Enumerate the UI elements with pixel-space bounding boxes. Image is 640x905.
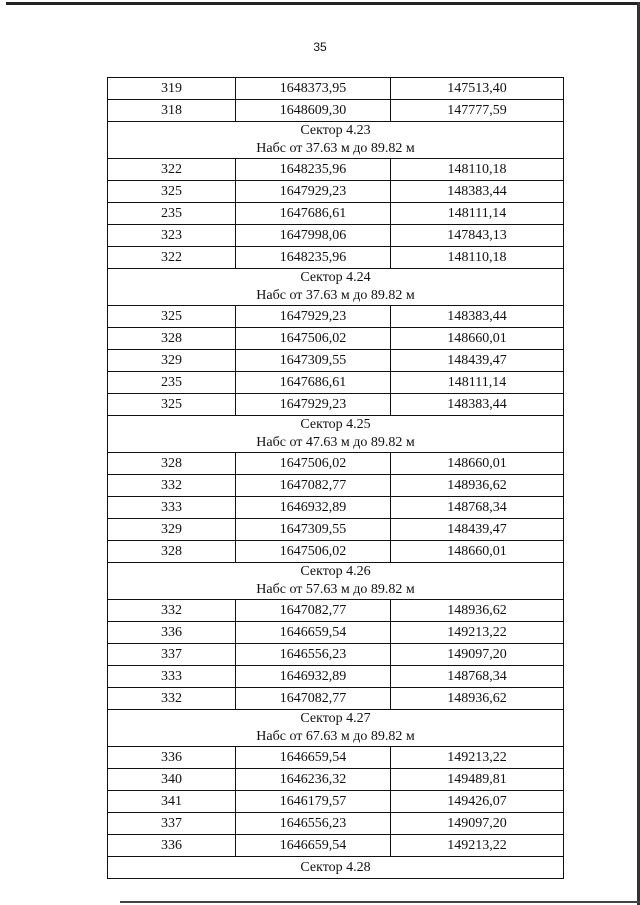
table-row bbox=[108, 100, 564, 122]
point-number-cell: 323 bbox=[108, 225, 236, 247]
y-coordinate-cell: 148936,62 bbox=[391, 475, 564, 497]
x-coordinate-cell: 1648609,30 bbox=[236, 100, 391, 122]
y-coordinate-cell: 148768,34 bbox=[391, 666, 564, 688]
sector-header-row bbox=[108, 416, 564, 453]
table-row bbox=[108, 541, 564, 563]
table-row bbox=[108, 475, 564, 497]
y-coordinate-cell: 149213,22 bbox=[391, 622, 564, 644]
y-coordinate-cell: 148768,34 bbox=[391, 497, 564, 519]
table-row bbox=[108, 306, 564, 328]
x-coordinate-cell: 1648373,95 bbox=[236, 78, 391, 100]
point-number-cell: 235 bbox=[108, 372, 236, 394]
point-number-cell: 341 bbox=[108, 791, 236, 813]
coordinates-table bbox=[107, 77, 564, 879]
y-coordinate-cell: 147777,59 bbox=[391, 100, 564, 122]
x-coordinate-cell: 1647929,23 bbox=[236, 181, 391, 203]
sector-height-range: Набс от 67.63 м до 89.82 м bbox=[256, 729, 415, 744]
table-row bbox=[108, 747, 564, 769]
sector-title: Сектор 4.28 bbox=[300, 859, 371, 875]
sector-height-range: Набс от 57.63 м до 89.82 м bbox=[256, 582, 415, 597]
sector-header-row bbox=[108, 857, 564, 879]
x-coordinate-cell: 1646659,54 bbox=[236, 835, 391, 857]
sector-title: Сектор 4.24 bbox=[300, 270, 371, 285]
point-number-cell: 332 bbox=[108, 688, 236, 710]
point-number-cell: 328 bbox=[108, 328, 236, 350]
x-coordinate-cell: 1646932,89 bbox=[236, 497, 391, 519]
table-row bbox=[108, 688, 564, 710]
y-coordinate-cell: 148439,47 bbox=[391, 519, 564, 541]
table-row bbox=[108, 350, 564, 372]
y-coordinate-cell: 148439,47 bbox=[391, 350, 564, 372]
y-coordinate-cell: 148111,14 bbox=[391, 203, 564, 225]
table-row bbox=[108, 835, 564, 857]
y-coordinate-cell: 149213,22 bbox=[391, 835, 564, 857]
point-number-cell: 325 bbox=[108, 394, 236, 416]
x-coordinate-cell: 1646236,32 bbox=[236, 769, 391, 791]
point-number-cell: 328 bbox=[108, 453, 236, 475]
point-number-cell: 325 bbox=[108, 306, 236, 328]
point-number-cell: 336 bbox=[108, 622, 236, 644]
table-row bbox=[108, 791, 564, 813]
x-coordinate-cell: 1646556,23 bbox=[236, 644, 391, 666]
table-row bbox=[108, 203, 564, 225]
sector-height-range: Набс от 47.63 м до 89.82 м bbox=[256, 435, 415, 450]
sector-header-cell bbox=[108, 122, 564, 159]
table-row bbox=[108, 394, 564, 416]
x-coordinate-cell: 1646659,54 bbox=[236, 622, 391, 644]
y-coordinate-cell: 149097,20 bbox=[391, 644, 564, 666]
x-coordinate-cell: 1646179,57 bbox=[236, 791, 391, 813]
sector-title: Сектор 4.25 bbox=[300, 417, 371, 432]
sector-header-cell bbox=[108, 710, 564, 747]
point-number-cell: 329 bbox=[108, 350, 236, 372]
x-coordinate-cell: 1648235,96 bbox=[236, 247, 391, 269]
sector-header-cell bbox=[108, 857, 564, 879]
y-coordinate-cell: 148110,18 bbox=[391, 159, 564, 181]
point-number-cell: 337 bbox=[108, 813, 236, 835]
y-coordinate-cell: 148660,01 bbox=[391, 453, 564, 475]
sector-header-row bbox=[108, 269, 564, 306]
x-coordinate-cell: 1647082,77 bbox=[236, 688, 391, 710]
point-number-cell: 318 bbox=[108, 100, 236, 122]
x-coordinate-cell: 1647929,23 bbox=[236, 394, 391, 416]
table-row bbox=[108, 666, 564, 688]
y-coordinate-cell: 148110,18 bbox=[391, 247, 564, 269]
y-coordinate-cell: 148660,01 bbox=[391, 328, 564, 350]
sector-title: Сектор 4.23 bbox=[300, 123, 371, 138]
table-row bbox=[108, 453, 564, 475]
y-coordinate-cell: 148111,14 bbox=[391, 372, 564, 394]
y-coordinate-cell: 148383,44 bbox=[391, 306, 564, 328]
sector-header-row bbox=[108, 710, 564, 747]
point-number-cell: 325 bbox=[108, 181, 236, 203]
x-coordinate-cell: 1647506,02 bbox=[236, 453, 391, 475]
page-edge-bottom bbox=[120, 901, 640, 903]
table-row bbox=[108, 181, 564, 203]
x-coordinate-cell: 1646932,89 bbox=[236, 666, 391, 688]
point-number-cell: 332 bbox=[108, 475, 236, 497]
page-number: 35 bbox=[313, 40, 327, 54]
point-number-cell: 319 bbox=[108, 78, 236, 100]
point-number-cell: 322 bbox=[108, 159, 236, 181]
y-coordinate-cell: 147843,13 bbox=[391, 225, 564, 247]
x-coordinate-cell: 1648235,96 bbox=[236, 159, 391, 181]
y-coordinate-cell: 149489,81 bbox=[391, 769, 564, 791]
table-row bbox=[108, 622, 564, 644]
x-coordinate-cell: 1646556,23 bbox=[236, 813, 391, 835]
point-number-cell: 328 bbox=[108, 541, 236, 563]
point-number-cell: 333 bbox=[108, 666, 236, 688]
x-coordinate-cell: 1647686,61 bbox=[236, 372, 391, 394]
y-coordinate-cell: 148936,62 bbox=[391, 688, 564, 710]
sector-header-row bbox=[108, 122, 564, 159]
page-edge-top bbox=[6, 2, 640, 5]
table-row bbox=[108, 644, 564, 666]
point-number-cell: 337 bbox=[108, 644, 236, 666]
x-coordinate-cell: 1647082,77 bbox=[236, 600, 391, 622]
y-coordinate-cell: 149426,07 bbox=[391, 791, 564, 813]
x-coordinate-cell: 1647929,23 bbox=[236, 306, 391, 328]
sector-header-cell bbox=[108, 563, 564, 600]
point-number-cell: 235 bbox=[108, 203, 236, 225]
coordinates-table-body bbox=[108, 78, 564, 879]
y-coordinate-cell: 148383,44 bbox=[391, 181, 564, 203]
sector-header-cell bbox=[108, 416, 564, 453]
y-coordinate-cell: 148936,62 bbox=[391, 600, 564, 622]
x-coordinate-cell: 1647309,55 bbox=[236, 519, 391, 541]
point-number-cell: 340 bbox=[108, 769, 236, 791]
point-number-cell: 332 bbox=[108, 600, 236, 622]
table-row bbox=[108, 328, 564, 350]
sector-header-row bbox=[108, 563, 564, 600]
y-coordinate-cell: 149213,22 bbox=[391, 747, 564, 769]
point-number-cell: 322 bbox=[108, 247, 236, 269]
x-coordinate-cell: 1647506,02 bbox=[236, 541, 391, 563]
sector-header-cell bbox=[108, 269, 564, 306]
table-row bbox=[108, 769, 564, 791]
x-coordinate-cell: 1646659,54 bbox=[236, 747, 391, 769]
x-coordinate-cell: 1647309,55 bbox=[236, 350, 391, 372]
table-row bbox=[108, 600, 564, 622]
x-coordinate-cell: 1647082,77 bbox=[236, 475, 391, 497]
table-row bbox=[108, 247, 564, 269]
table-row bbox=[108, 497, 564, 519]
table-row bbox=[108, 519, 564, 541]
x-coordinate-cell: 1647506,02 bbox=[236, 328, 391, 350]
x-coordinate-cell: 1647686,61 bbox=[236, 203, 391, 225]
y-coordinate-cell: 148660,01 bbox=[391, 541, 564, 563]
x-coordinate-cell: 1647998,06 bbox=[236, 225, 391, 247]
sector-height-range: Набс от 37.63 м до 89.82 м bbox=[256, 141, 415, 156]
sector-title: Сектор 4.27 bbox=[300, 711, 371, 726]
point-number-cell: 329 bbox=[108, 519, 236, 541]
table-row bbox=[108, 78, 564, 100]
y-coordinate-cell: 149097,20 bbox=[391, 813, 564, 835]
table-row bbox=[108, 372, 564, 394]
y-coordinate-cell: 148383,44 bbox=[391, 394, 564, 416]
y-coordinate-cell: 147513,40 bbox=[391, 78, 564, 100]
table-row bbox=[108, 225, 564, 247]
table-row bbox=[108, 813, 564, 835]
table-row bbox=[108, 159, 564, 181]
point-number-cell: 333 bbox=[108, 497, 236, 519]
point-number-cell: 336 bbox=[108, 835, 236, 857]
point-number-cell: 336 bbox=[108, 747, 236, 769]
sector-height-range: Набс от 37.63 м до 89.82 м bbox=[256, 288, 415, 303]
sector-title: Сектор 4.26 bbox=[300, 564, 371, 579]
